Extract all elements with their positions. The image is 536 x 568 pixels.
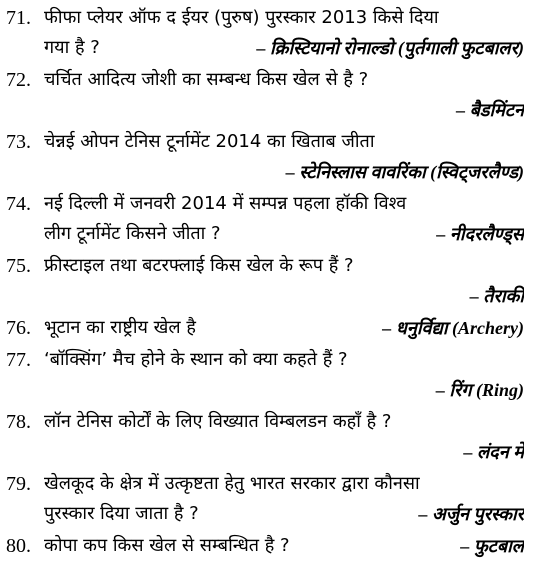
question-75: [6, 251, 524, 311]
question-line: [6, 33, 524, 63]
question-number: 75.: [6, 255, 31, 277]
question-80: [6, 531, 524, 561]
question-78: [6, 407, 524, 467]
question-text: फीफा प्लेयर ऑफ द ईयर (पुरुष) पुरस्कार 2013 किसे दिया: [44, 7, 439, 28]
question-text: नई दिल्ली में जनवरी 2014 में सम्पन्न पहला हॉकी विश्व: [44, 193, 407, 214]
question-text: कोपा कप किस खेल से सम्बन्धित है ?: [44, 535, 290, 556]
answer-text: – रिंग (Ring): [435, 380, 524, 400]
answer-text: – फुटबाल: [460, 536, 524, 556]
question-72: [6, 65, 524, 125]
question-77: [6, 345, 524, 405]
question-number: 72.: [6, 69, 31, 91]
question-number: 71.: [6, 7, 31, 29]
answer-text: – तैराकी: [469, 286, 524, 306]
question-line: [6, 189, 524, 219]
answer-line: [6, 157, 524, 187]
question-number: 79.: [6, 473, 31, 495]
answer-text: – लंदन में: [463, 442, 524, 462]
answer-text: – नीदरलैण्ड्स: [436, 224, 524, 244]
answer-text: – बैडमिंटन: [456, 100, 524, 120]
question-text: चेन्नई ओपन टेनिस टूर्नामेंट 2014 का खिताब जीता: [44, 131, 375, 152]
question-number: 73.: [6, 131, 31, 153]
answer-line: [6, 281, 524, 311]
question-line: [6, 469, 524, 499]
question-text: ‘बॉक्सिंग’ मैच होने के स्थान को क्या कहते हैं ?: [44, 349, 348, 370]
question-74: [6, 189, 524, 249]
question-line: [6, 499, 524, 529]
answer-text: – स्टेनिस्लास वावरिंका (स्विट्जरलैण्ड): [285, 162, 524, 182]
question-number: 77.: [6, 349, 31, 371]
question-text: खेलकूद के क्षेत्र में उत्कृष्टता हेतु भारत सरकार द्वारा कौनसा: [44, 473, 420, 494]
question-76: [6, 313, 524, 343]
question-line: [6, 345, 524, 375]
question-line: [6, 251, 524, 281]
question-text: पुरस्कार दिया जाता है ?: [44, 503, 199, 524]
question-number: 76.: [6, 317, 31, 339]
question-text: लीग टूर्नामेंट किसने जीता ?: [44, 223, 221, 244]
question-79: [6, 469, 524, 529]
question-text: चर्चित आदित्य जोशी का सम्बन्ध किस खेल से है ?: [44, 69, 369, 90]
question-number: 80.: [6, 535, 31, 557]
question-number: 74.: [6, 193, 31, 215]
question-71: [6, 3, 524, 63]
question-line: [6, 3, 524, 33]
question-text: लॉन टेनिस कोर्टों के लिए विख्यात विम्बलडन कहाँ है ?: [44, 411, 392, 432]
answer-text: – धनुर्विद्या (Archery): [382, 318, 524, 338]
answer-text: – क्रिस्टियानो रोनाल्डो (पुर्तगाली फुटबालर): [256, 38, 524, 58]
answer-text: – अर्जुन पुरस्कार: [418, 504, 524, 524]
question-text: गया है ?: [44, 37, 100, 58]
answer-line: [6, 95, 524, 125]
answer-line: [6, 375, 524, 405]
answer-line: [6, 437, 524, 467]
question-line: [6, 531, 524, 561]
question-line: [6, 313, 524, 343]
question-text: भूटान का राष्ट्रीय खेल है: [44, 317, 196, 338]
question-73: [6, 127, 524, 187]
question-line: [6, 219, 524, 249]
question-number: 78.: [6, 411, 31, 433]
question-line: [6, 407, 524, 437]
question-line: [6, 65, 524, 95]
question-line: [6, 127, 524, 157]
question-text: फ्रीस्टाइल तथा बटरफ्लाई किस खेल के रूप हैं ?: [44, 255, 354, 276]
